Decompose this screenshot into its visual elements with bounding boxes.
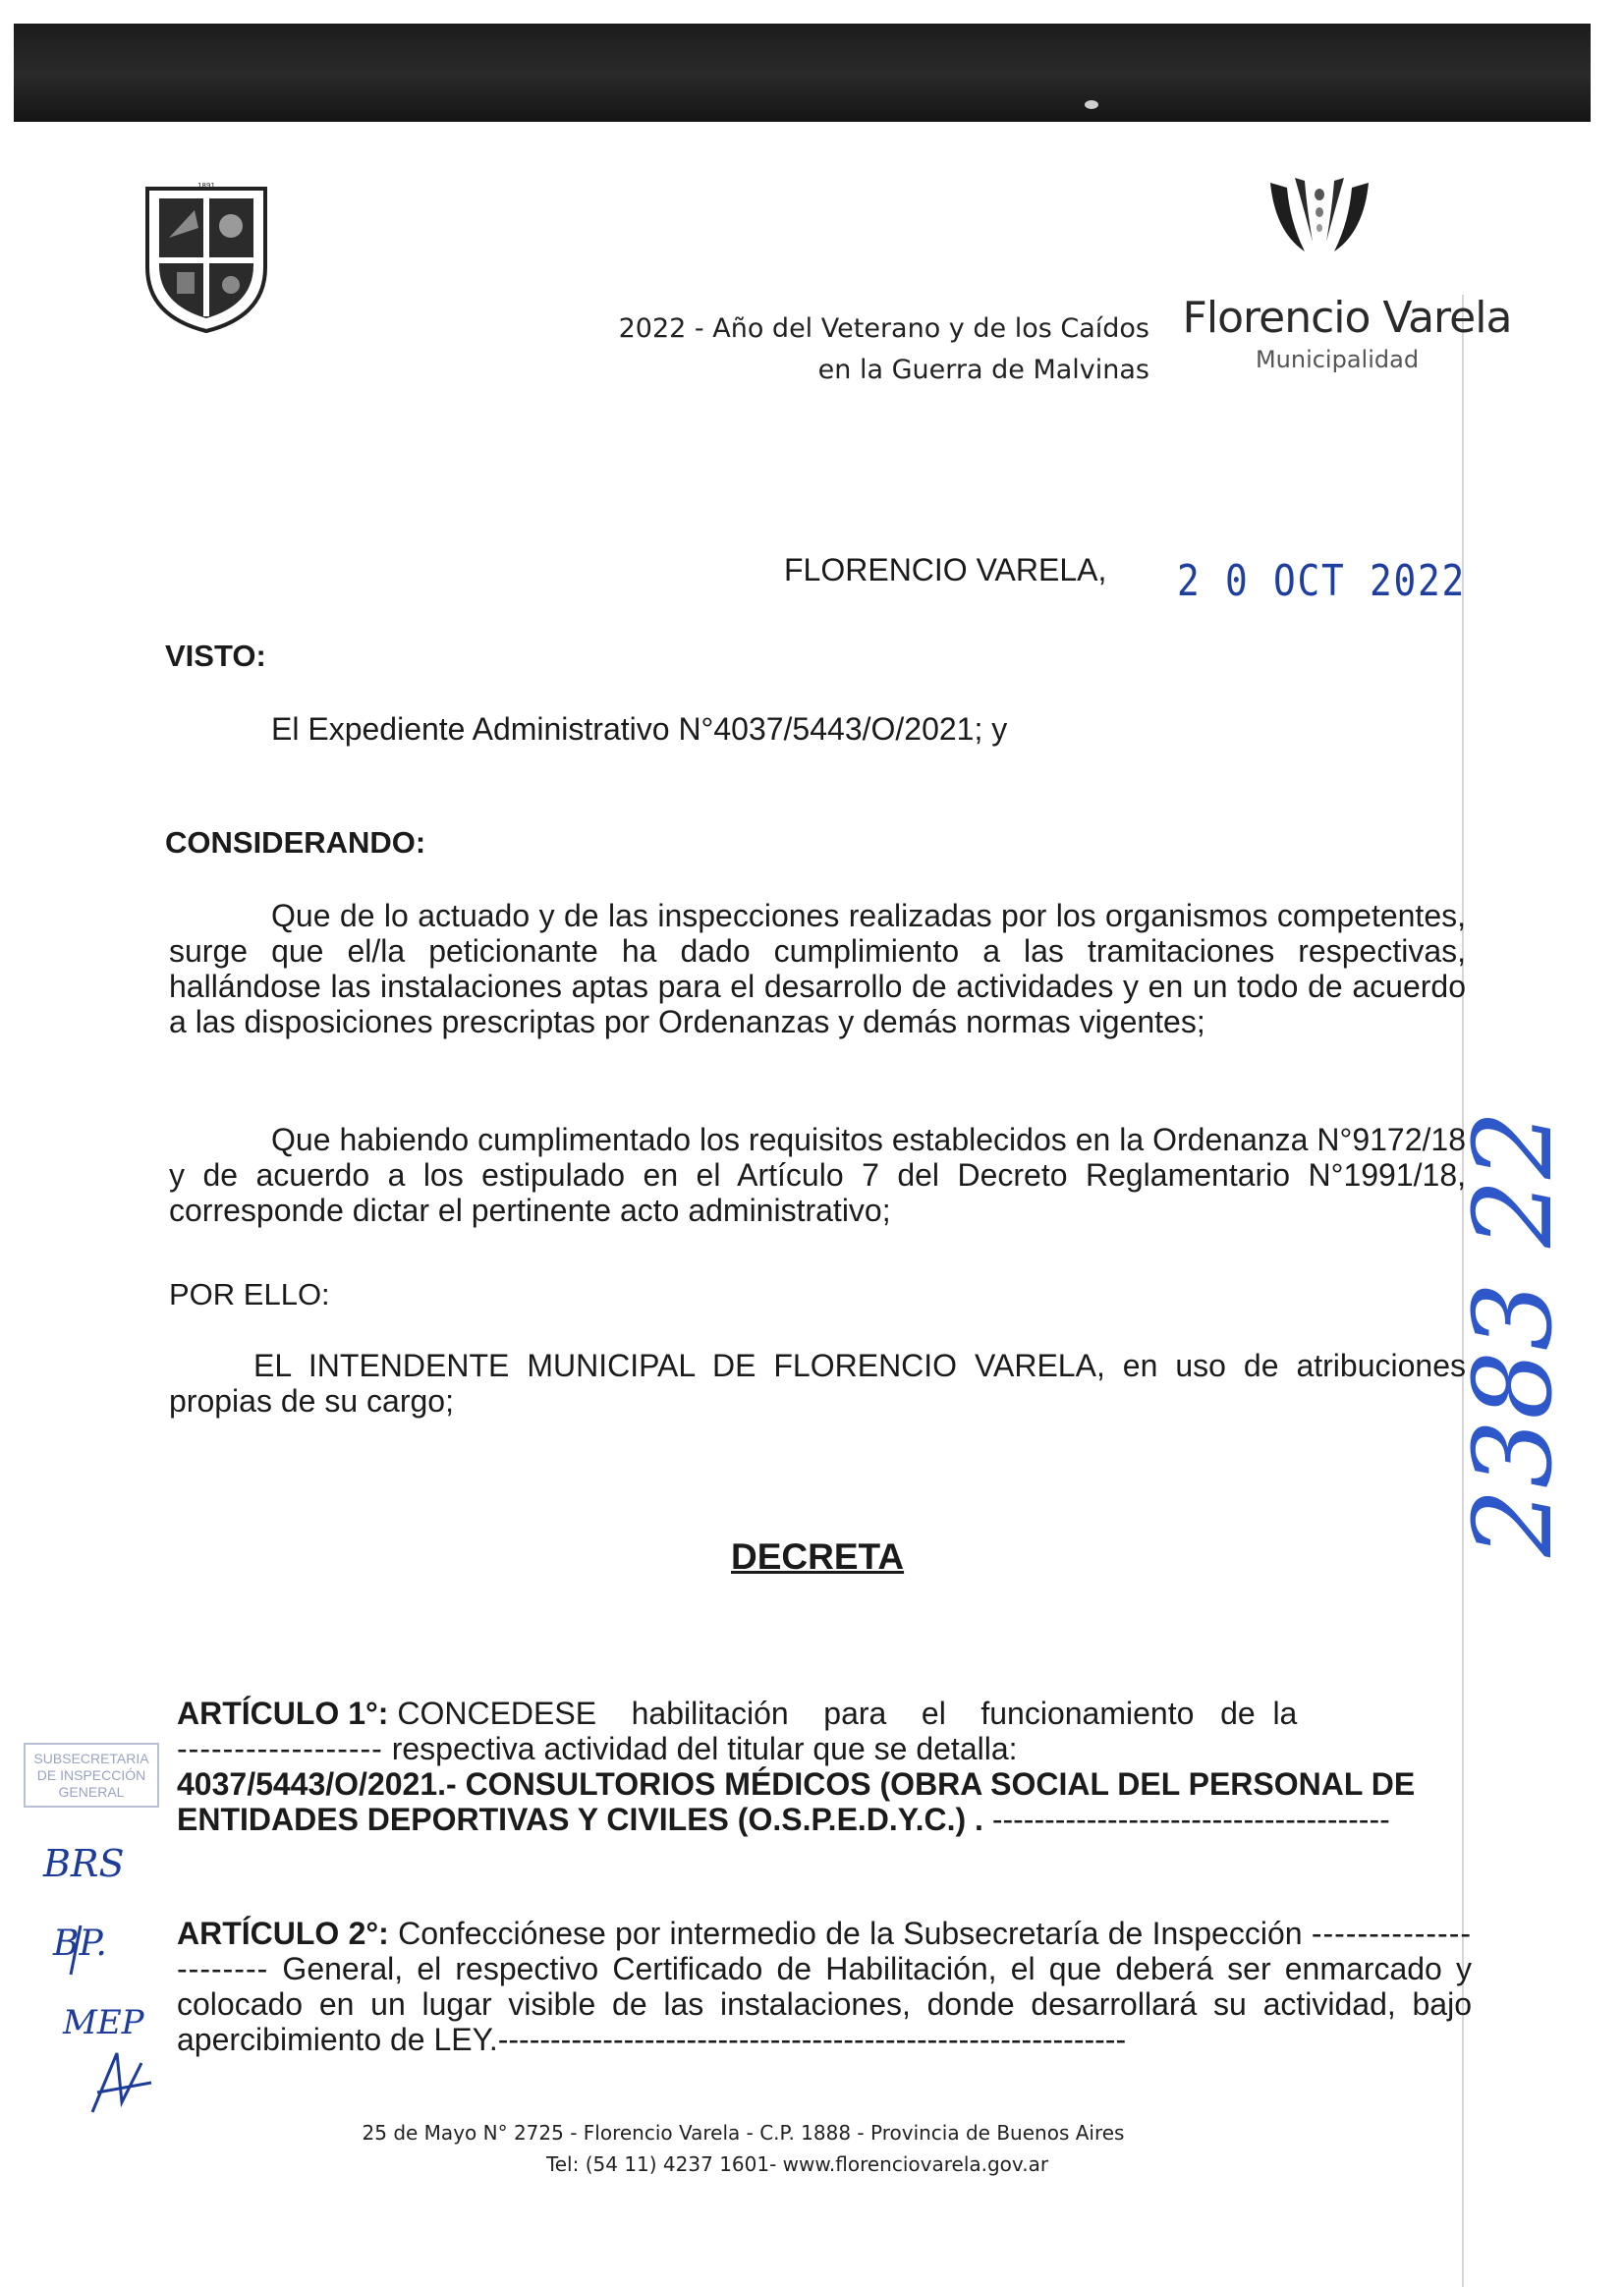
decree-number-text: 2383 22	[1450, 1110, 1576, 1557]
articulo-1-dashes: ------------------	[177, 1731, 383, 1766]
initial-brs: BRS	[43, 1842, 125, 1885]
decreta-heading: DECRETA	[731, 1536, 905, 1577]
decree-number-stamp	[1450, 1061, 1576, 1562]
florencio-varela-logo-mark	[1265, 173, 1373, 261]
scan-header-bar	[14, 24, 1591, 122]
articulo-1-bold-text: 4037/5443/O/2021.- CONSULTORIOS MÉDICOS (OBRA SOCIAL DEL PERSONAL DE ENTIDADES DEPORTIVAS Y CIVILES (O.S.P.E.D.Y.C.) .	[177, 1766, 1416, 1837]
articulo-2	[177, 1916, 1472, 2057]
signature-scribble	[92, 2053, 151, 2112]
por-ello: POR ELLO:	[169, 1277, 330, 1311]
articulo-1-trail: --------------------------------------	[991, 1802, 1390, 1837]
footer-line-1: 25 de Mayo N° 2725 - Florencio Varela - C.P. 1888 - Provincia de Buenos Aires	[362, 2121, 1125, 2145]
motto-line-1: 2022 - Año del Veterano y de los Caídos	[618, 313, 1149, 344]
articulo-1-text-b: respectiva actividad del titular que se detalla:	[391, 1731, 1018, 1766]
initial-bp: BP.	[53, 1924, 107, 1964]
scan-speck	[1085, 100, 1098, 109]
articulo-2-text-a: Confecciónese por intermedio de la Subsecretaría de Inspección	[398, 1916, 1303, 1951]
considerando-heading: CONSIDERANDO:	[165, 825, 426, 860]
articulo-1-line-1	[177, 1696, 1472, 1731]
considerando-paragraph-2: Que habiendo cumplimentado los requisitos establecidos en la Ordenanza N°9172/18 y de acuerdo a los estipulado en el Artículo 7 del Decreto Reglamentario N°1991/18, corresponde dictar el pertinente acto administrativo;	[169, 1122, 1466, 1228]
handwritten-initials	[24, 1817, 171, 2151]
brand-name: Florencio Varela	[1182, 293, 1512, 343]
visto-text: El Expediente Administrativo N°4037/5443/O/2021; y	[271, 711, 1008, 747]
year-motto	[550, 308, 1149, 391]
footer-address	[0, 2117, 1624, 2180]
articulo-2-label: ARTÍCULO 2°:	[177, 1916, 389, 1951]
subsecretaria-box-stamp: SUBSECRETARIA DE INSPECCIÓN GENERAL	[24, 1743, 159, 1808]
articulo-1-text-a: CONCEDESE habilitación para el funcionamiento de la	[397, 1696, 1298, 1731]
place-name: FLORENCIO VARELA,	[784, 552, 1107, 587]
intendente-paragraph: EL INTENDENTE MUNICIPAL DE FLORENCIO VARELA, en uso de atribuciones propias de su cargo;	[169, 1348, 1466, 1419]
brand-subtitle: Municipalidad	[1255, 346, 1420, 373]
articulo-1-line-2	[177, 1731, 1472, 1766]
motto-line-2: en la Guerra de Malvinas	[817, 355, 1149, 385]
articulo-1-label: ARTÍCULO 1°:	[177, 1696, 389, 1731]
svg-text:1891: 1891	[197, 182, 215, 190]
footer-line-2: Tel: (54 11) 4237 1601- www.florenciovarela.gov.ar	[545, 2152, 1049, 2176]
date-stamp: 2 0 OCT 2022	[1177, 556, 1467, 606]
municipal-crest-logo	[138, 179, 275, 336]
articulo-2-dashes: ----------------------	[177, 1916, 1473, 1986]
visto-heading: VISTO:	[165, 639, 266, 673]
articulo-2-trail: ------------------------------------------------------------	[497, 2022, 1127, 2057]
articulo-1	[177, 1696, 1472, 1837]
considerando-paragraph-1: Que de lo actuado y de las inspecciones realizadas por los organismos competentes, surge que el/la peticionante ha dado cumplimiento a las tramitaciones respectivas, hallándose las instalaciones aptas para el desarrollo de actividades y en un todo de acuerdo a las disposiciones prescriptas por Ordenanzas y demás normas vigentes;	[169, 898, 1466, 1039]
initial-mep: MEP	[63, 2003, 144, 2042]
articulo-1-detail	[177, 1766, 1472, 1837]
articulo-2-text-b: General, el respectivo Certificado de Habilitación, el que deberá ser enmarcado y colocado en un lugar visible de las instalaciones, donde desarrollará su actividad, bajo apercibimiento de LEY.	[177, 1951, 1473, 2057]
